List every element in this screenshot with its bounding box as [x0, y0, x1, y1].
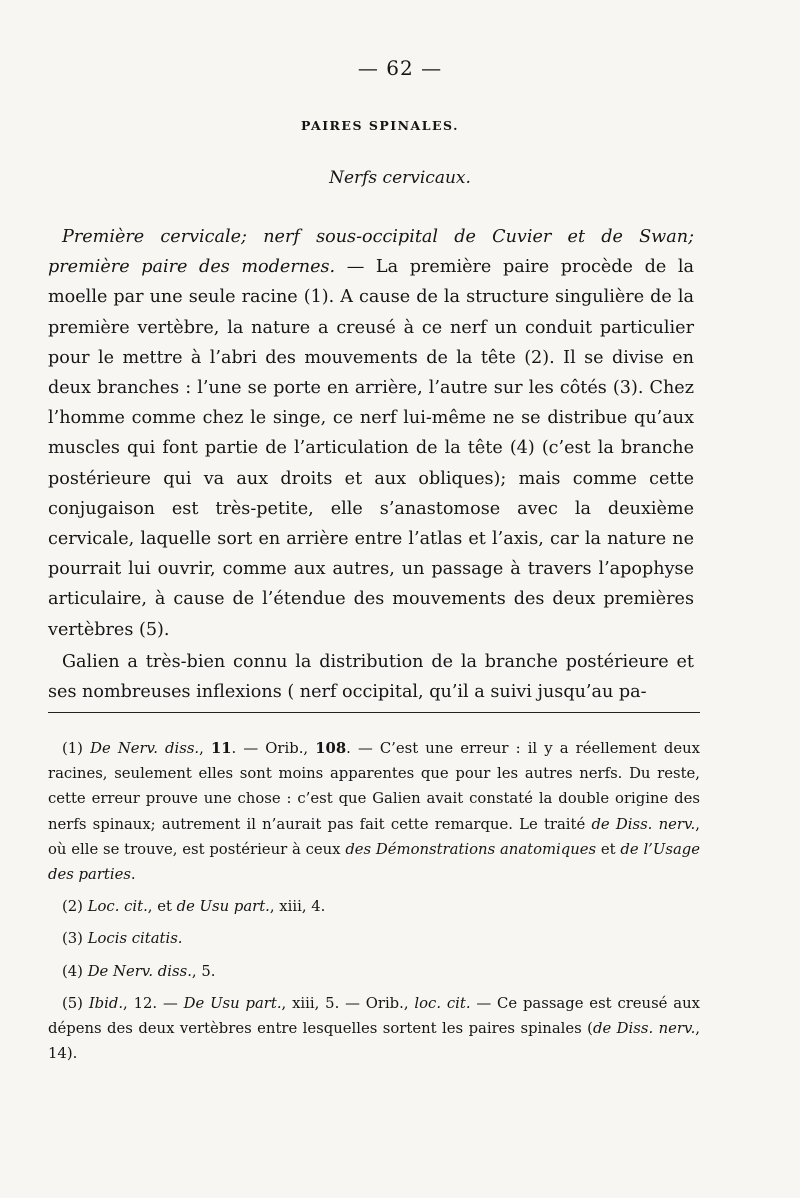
citation: de Usu part. — [176, 898, 270, 916]
paragraph-1-text: — La première paire procède de la moelle par une seule racine (1). A cause de la structure singulière de la première vertèbre, la nature a creusé à ce nerf un conduit particulier pour le mettre à l’abri des mouvements de la tête (2). Il se divise en deux branches : l’une se porte en arrière, l’autre sur les côtés (3). Chez l’homme comme chez le singe, ce nerf lui-même ne se distribue qu’aux muscles qui font partie de l’articulation de la tête (4) (c’est la branche postérieure qui va aux droits et aux obliques); mais comme cette conjugaison est très-petite, elle s’anastomose avec la deuxième cervicale, laquelle sort en arrière entre l’atlas et l’axis, car la nature ne pourrait lui ouvrir, comme aux autres, un passage à travers l’apophyse articulaire, à cause de l’étendue des mouvements des deux premières vertèbres (5). — [48, 257, 694, 640]
citation-number: 11 — [210, 740, 232, 757]
footnote-3 — [48, 926, 700, 951]
footnote-text: , xiii, 4. — [269, 898, 326, 916]
footnote-text: , où elle se trouve, est postérieur à ceux — [48, 815, 700, 858]
citation: des Démonstrations anatomiques — [345, 840, 597, 858]
citation: Orib. — [265, 740, 304, 757]
footnote-text: , 14). — [48, 1020, 700, 1063]
separator: , xiii, 5. — Orib., — [281, 994, 415, 1012]
citation: de l’Usage des parties — [48, 840, 700, 884]
footnote-number: (4) — [62, 962, 83, 980]
main-text — [48, 222, 694, 707]
citation: De Nerv. diss. — [87, 962, 192, 980]
citation: de Diss. nerv. — [592, 1020, 696, 1038]
footnote-divider — [48, 712, 700, 713]
footnote-text: . — [130, 866, 136, 884]
separator: . — — [231, 740, 266, 757]
separator: , — [199, 740, 211, 757]
citation: Locis citatis. — [87, 930, 183, 948]
paragraph-1-lead: Première cervicale; nerf sous-occipital de Cuvier et de Swan; première paire des modernes. — [48, 227, 694, 278]
footnote-text: — Ce passage est creusé aux dépens des deux vertèbres entre lesquelles sortent les paires spinales ( — [48, 994, 700, 1038]
running-head: PAIRES SPINALES. — [301, 118, 459, 133]
citation-number: 108 — [315, 740, 347, 757]
footnote-number: (1) — [62, 740, 83, 757]
footnote-4 — [48, 959, 700, 984]
section-title: Nerfs cervicaux. — [329, 168, 471, 188]
paragraph-1 — [48, 222, 694, 645]
separator: , et — [147, 898, 177, 916]
footnote-1 — [48, 736, 700, 887]
separator: , — [303, 740, 316, 757]
paragraph-2: Galien a très-bien connu la distribution de la branche postérieure et ses nombreuses inflexions ( nerf occipital, qu’il a suivi jusqu’au pa- — [48, 651, 694, 703]
citation: De Nerv. diss. — [90, 740, 200, 757]
citation: de Diss. nerv. — [591, 815, 696, 833]
footnote-2 — [48, 894, 700, 919]
footnote-number: (2) — [62, 898, 83, 916]
footnote-text: , 5. — [191, 962, 216, 980]
footnote-number: (5) — [62, 994, 83, 1012]
separator: , 12. — — [123, 994, 184, 1012]
page-number: — 62 — — [357, 56, 443, 80]
footnote-text: et — [596, 840, 621, 858]
citation: loc. cit. — [414, 994, 471, 1012]
footnotes — [48, 736, 700, 1073]
footnote-number: (3) — [62, 930, 83, 948]
citation: Ibid. — [88, 994, 124, 1012]
footnote-text: . — C’est une erreur : il y a réellement deux racines, seulement elles sont moins apparentes que pour les autres nerfs. Du reste, cette erreur prouve une chose : c’est que Galien avait constaté la double origine des nerfs spinaux; autrement il n’aurait pas fait cette remarque. Le traité — [48, 740, 700, 833]
footnote-5 — [48, 991, 700, 1067]
citation: Loc. cit. — [87, 898, 148, 916]
citation: De Usu part. — [183, 994, 282, 1012]
